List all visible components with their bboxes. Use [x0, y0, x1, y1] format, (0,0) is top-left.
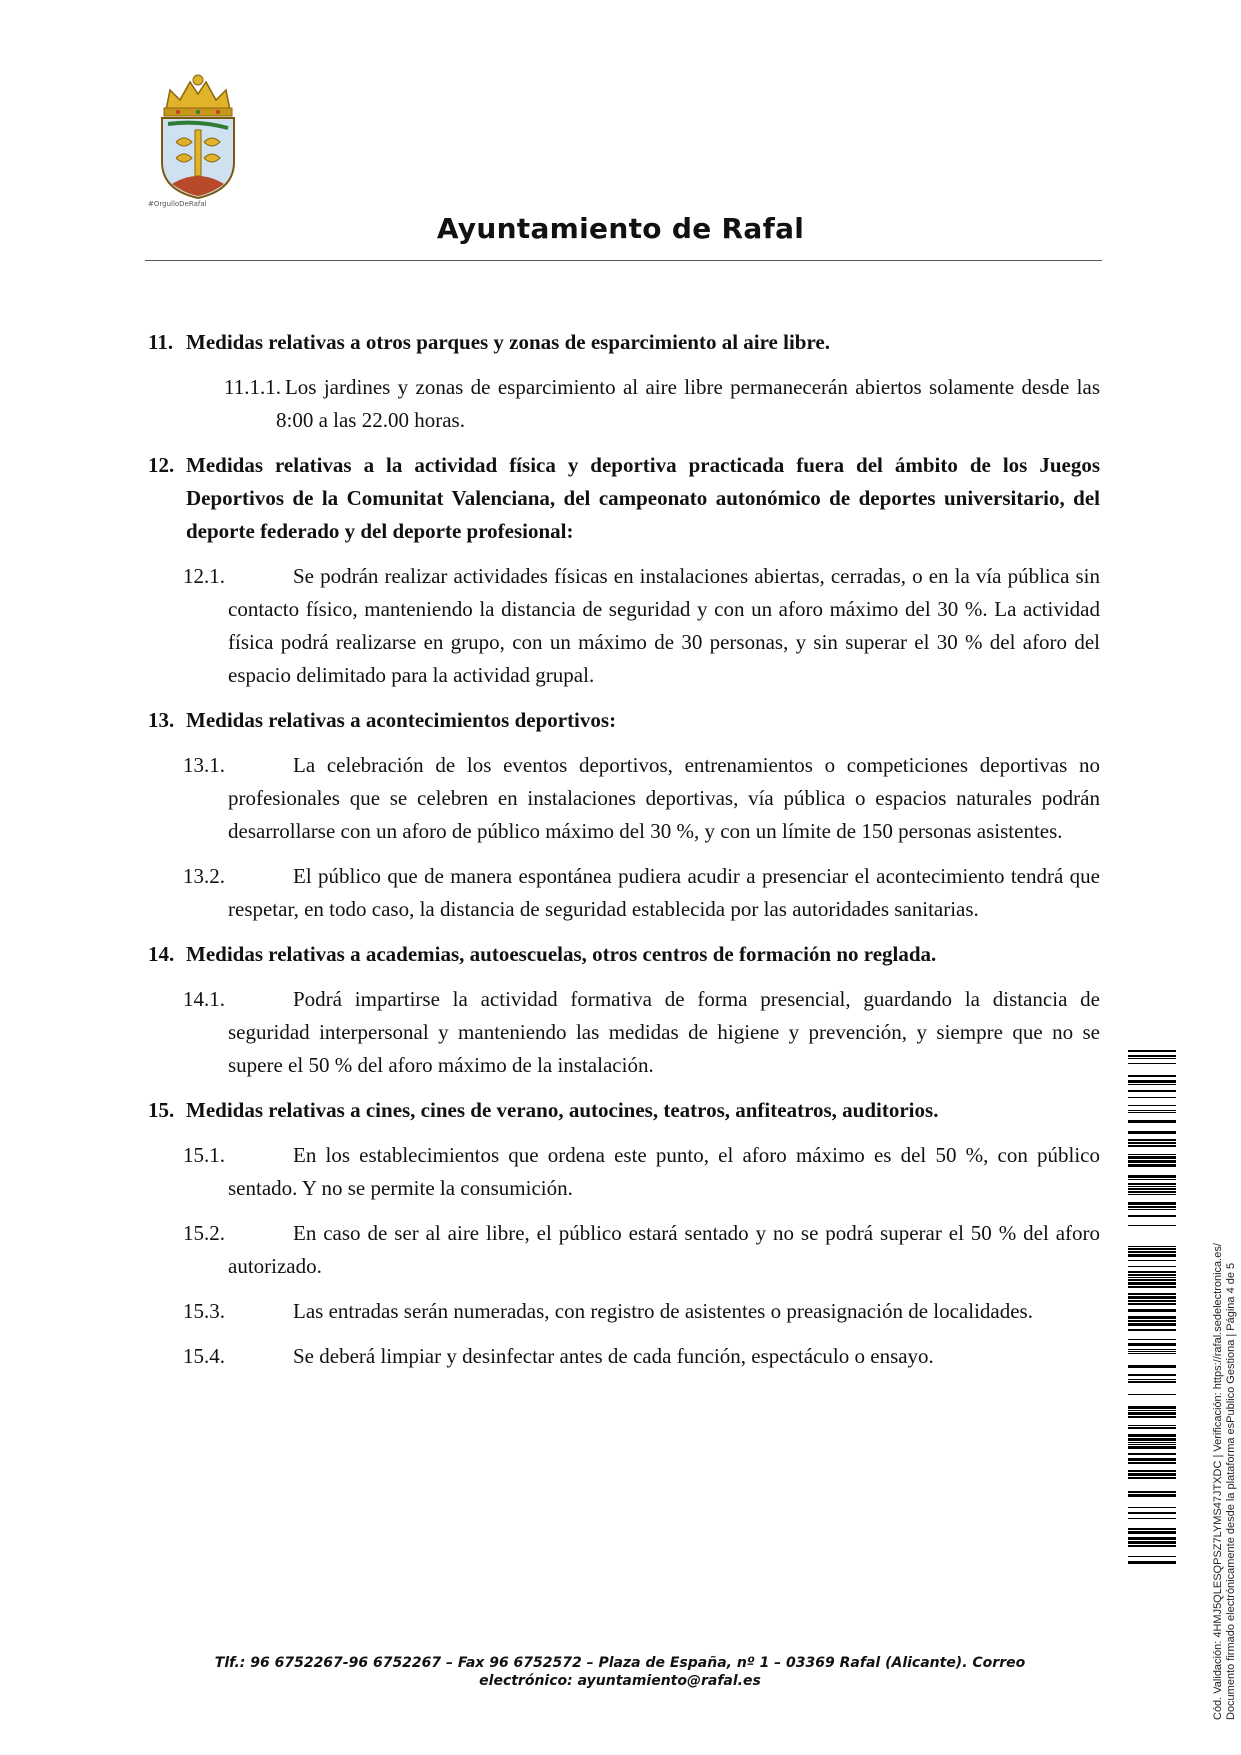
section-heading	[148, 326, 1100, 359]
section-number: 12.	[148, 453, 175, 477]
item-number: 13.1.	[183, 753, 225, 777]
section-item	[148, 860, 1100, 926]
item-text: Podrá impartirse la actividad formativa de forma presencial, guardando la distancia de seguridad interpersonal y manteniendo las medidas de higiene y prevención, y siempre que no se supere el 50 % del aforo máximo de la instalación.	[228, 987, 1100, 1077]
document-body	[148, 326, 1100, 1385]
section-title: Medidas relativas a cines, cines de verano, autocines, teatros, anfiteatros, auditorios.	[186, 1098, 939, 1122]
item-number: 14.1.	[183, 987, 225, 1011]
item-text: Se deberá limpiar y desinfectar antes de cada función, espectáculo o ensayo.	[293, 1344, 934, 1368]
section-number: 14.	[148, 942, 175, 966]
section-title: Medidas relativas a academias, autoescuelas, otros centros de formación no reglada.	[186, 942, 937, 966]
item-number: 15.1.	[183, 1143, 225, 1167]
validation-barcode	[1128, 1050, 1176, 1570]
organization-name: Ayuntamiento de Rafal	[436, 212, 805, 245]
section-number: 13.	[148, 708, 175, 732]
page-footer	[170, 1654, 1070, 1690]
section-number: 11.	[148, 330, 174, 354]
section-item	[148, 749, 1100, 848]
section-heading	[148, 449, 1100, 548]
section-heading	[148, 704, 1100, 737]
footer-contact-line-1: Tlf.: 96 6752267-96 6752267 – Fax 96 6752572 – Plaza de España, nº 1 – 03369 Rafal (Alicante). Correo	[214, 1655, 1026, 1671]
item-text: Las entradas serán numeradas, con registro de asistentes o preasignación de localidades.	[293, 1299, 1033, 1323]
verification-line-1: Cód. Validación: 4HMJ5QLESQPSZ7LYMS47JTXDC | Verificación: https://rafal.sedelectronica.es/	[1212, 1243, 1224, 1720]
item-number: 15.2.	[183, 1221, 225, 1245]
item-number: 15.3.	[183, 1299, 225, 1323]
header-divider	[145, 260, 1102, 261]
footer-contact-line-2: electrónico: ayuntamiento@rafal.es	[479, 1673, 761, 1689]
section-heading	[148, 1094, 1100, 1127]
section-item	[148, 560, 1100, 692]
section-title: Medidas relativas a otros parques y zonas de esparcimiento al aire libre.	[186, 330, 830, 354]
section-item	[148, 1217, 1100, 1283]
item-text: Se podrán realizar actividades físicas en instalaciones abiertas, cerradas, o en la vía pública sin contacto físico, manteniendo la distancia de seguridad y con un aforo máximo del 30 %. La actividad física podrá realizarse en grupo, con un máximo de 30 personas, y sin superar el 30 % del aforo del espacio delimitado para la actividad grupal.	[228, 564, 1100, 687]
item-number: 15.4.	[183, 1344, 225, 1368]
section-item	[148, 1295, 1100, 1328]
item-text: El público que de manera espontánea pudiera acudir a presenciar el acontecimiento tendrá que respetar, en todo caso, la distancia de seguridad establecida por las autoridades sanitarias.	[228, 864, 1100, 921]
section-title: Medidas relativas a la actividad física y deportiva practicada fuera del ámbito de los Juegos Deportivos de la Comunitat Valenciana, del campeonato autonómico de deportes universitario, del deporte federado y del deporte profesional:	[186, 453, 1100, 543]
section-number: 15.	[148, 1098, 175, 1122]
item-text: Los jardines y zonas de esparcimiento al aire libre permanecerán abiertos solamente desde las 8:00 a las 22.00 horas.	[276, 375, 1100, 432]
section-item	[148, 1139, 1100, 1205]
section-heading	[148, 938, 1100, 971]
social-hashtag: #OrgulloDeRafal	[148, 200, 207, 208]
item-number: 13.2.	[183, 864, 225, 888]
municipal-crest-logo	[148, 72, 248, 212]
item-text: La celebración de los eventos deportivos, entrenamientos o competiciones deportivas no profesionales que se celebren en instalaciones deportivas, vía pública o espacios naturales podrán desarrollarse con un aforo de público máximo del 30 %, y con un límite de 150 personas asistentes.	[228, 753, 1100, 843]
item-number: 11.1.1.	[224, 375, 281, 399]
item-text: En los establecimientos que ordena este punto, el aforo máximo es del 50 %, con público sentado. Y no se permite la consumición.	[228, 1143, 1100, 1200]
item-text: En caso de ser al aire libre, el público estará sentado y no se podrá superar el 50 % del aforo autorizado.	[228, 1221, 1100, 1278]
item-number: 12.1.	[183, 564, 225, 588]
section-item	[148, 371, 1100, 437]
verification-line-2: Documento firmado electrónicamente desde la plataforma esPublico Gestiona | Página 4 de 5	[1225, 1262, 1237, 1720]
verification-text	[1212, 1020, 1238, 1720]
section-item	[148, 983, 1100, 1082]
section-title: Medidas relativas a acontecimientos deportivos:	[186, 708, 617, 732]
section-item	[148, 1340, 1100, 1373]
